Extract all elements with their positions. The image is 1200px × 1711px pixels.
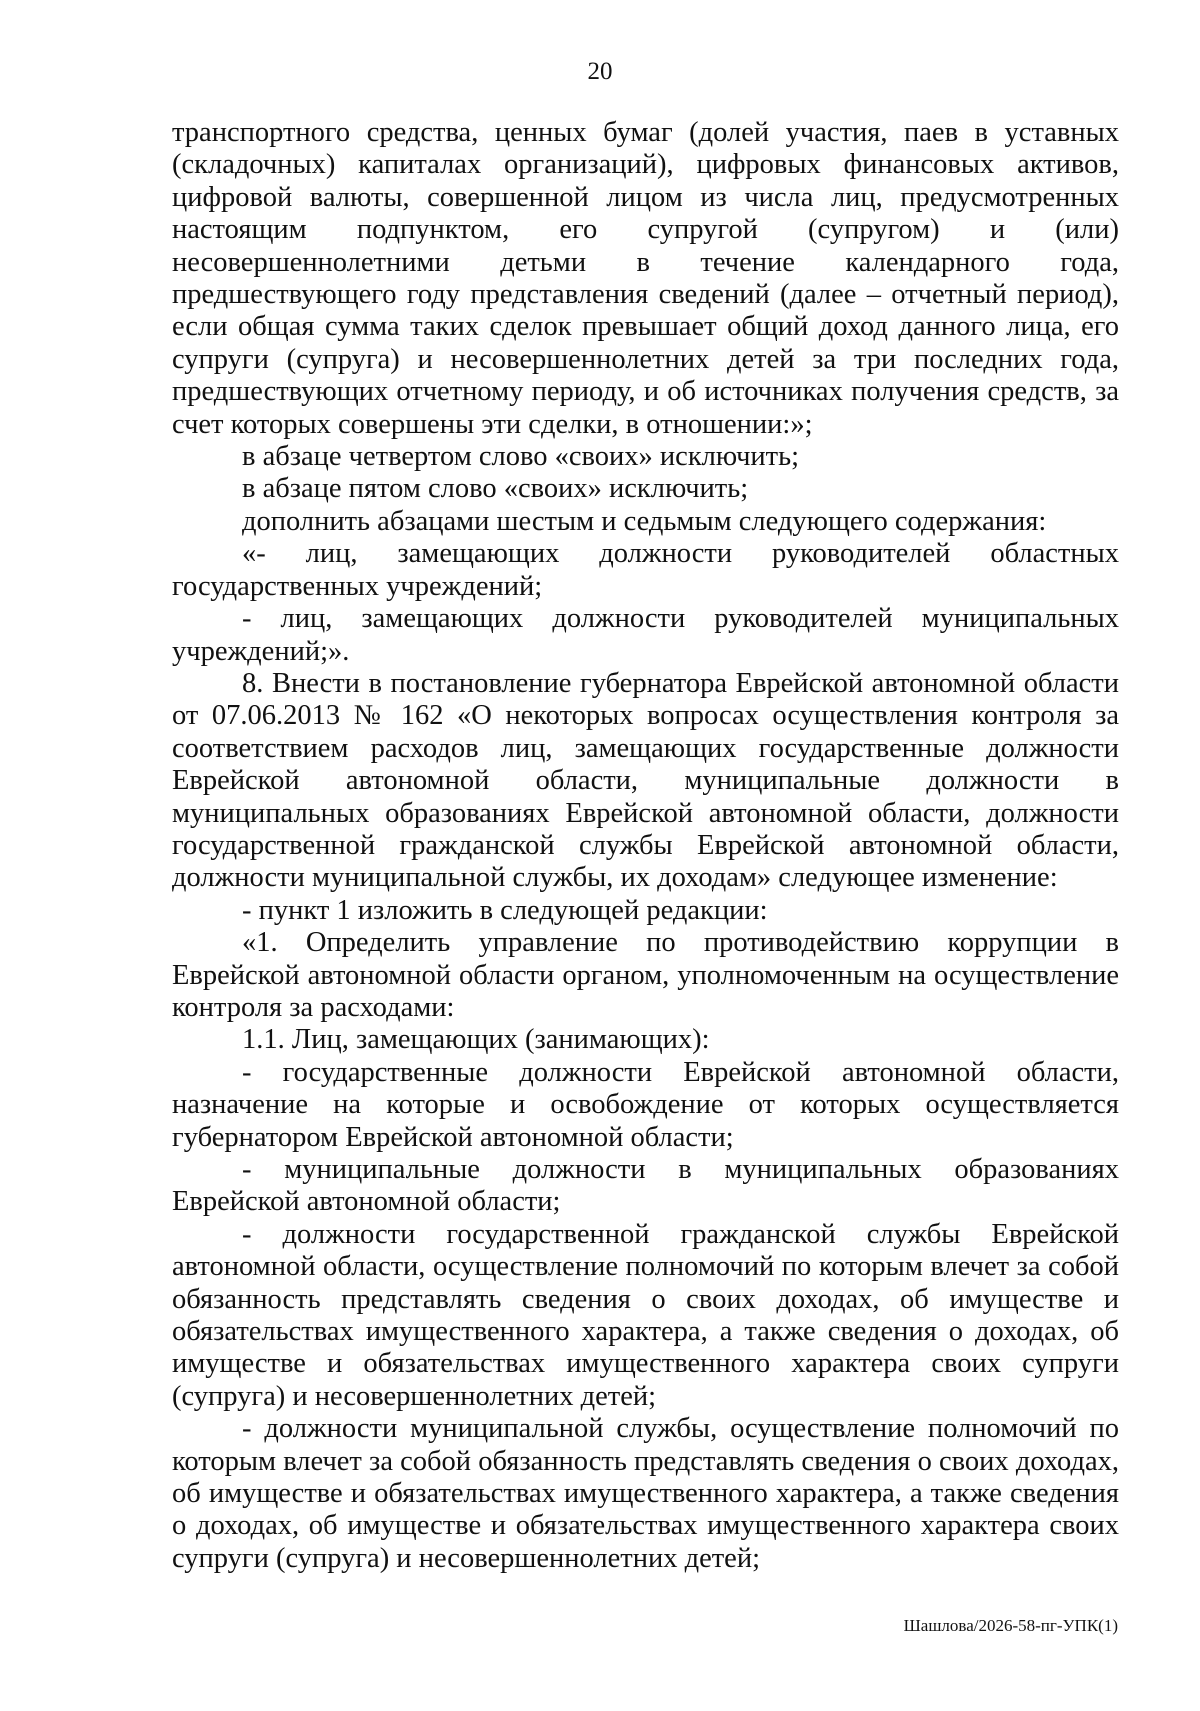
- paragraph-point-1-wording: - пункт 1 изложить в следующей редакции:: [242, 894, 768, 926]
- paragraph-1-1: 1.1. Лиц, замещающих (занимающих):: [242, 1024, 710, 1056]
- paragraph-municipal-positions: - муниципальные должности в муниципальных образованиях Еврейской автономной области;: [172, 1154, 1119, 1218]
- paragraph-municipal-institutions: - лиц, замещающих должности руководителей муниципальных учреждений;».: [172, 603, 1119, 667]
- paragraph-amendment-5: в абзаце пятом слово «своих» исключить;: [242, 473, 749, 505]
- paragraph-define-authority: «1. Определить управление по противодействию коррупции в Еврейской автономной области органом, уполномоченным на осуществление контроля за расходами:: [172, 927, 1119, 1023]
- paragraph-amendment-4: в абзаце четвертом слово «своих» исключить;: [242, 441, 800, 473]
- paragraph-municipal-service: - должности муниципальной службы, осуществление полномочий по которым влечет за собой обязанность представлять сведения о своих доходах, об имуществе и обязательствах имущественного характера, а также сведения о доходах, об имуществе и обязательствах имущественного характера своих супруги (супруга) и несовершеннолетних детей;: [172, 1413, 1119, 1574]
- paragraph-item-8: 8. Внести в постановление губернатора Еврейской автономной области от 07.06.2013 № 162 «О некоторых вопросах осуществления контроля за соответствием расходов лиц, замещающих государственные должности Еврейской автономной области, муниципальные должности в муниципальных образованиях Еврейской автономной области, должности государственной гражданской службы Еврейской автономной области, должности муниципальной службы, их доходам» следующее изменение:: [172, 667, 1119, 894]
- paragraph-civil-service: - должности государственной гражданской службы Еврейской автономной области, осуществление полномочий по которым влечет за собой обязанность представлять сведения о своих доходах, об имуществе и обязательствах имущественного характера, а также сведения о доходах, об имуществе и обязательствах имущественного характера своих супруги (супруга) и несовершеннолетних детей;: [172, 1218, 1119, 1412]
- document-code: Шашлова/2026-58-пг-УПК(1): [903, 1616, 1118, 1635]
- paragraph-add-abzacy: дополнить абзацами шестым и седьмым следующего содержания:: [242, 505, 1047, 537]
- paragraph-regional-institutions: «- лиц, замещающих должности руководителей областных государственных учреждений;: [172, 538, 1119, 602]
- page-number: 20: [587, 58, 613, 85]
- paragraph-continuation: транспортного средства, ценных бумаг (долей участия, паев в уставных (складочных) капиталах организаций), цифровых финансовых активов, цифровой валюты, совершенной лицом из числа лиц, предусмотренных настоящим подпунктом, его супругой (супругом) и (или) несовершеннолетними детьми в течение календарного года, предшествующего году представления сведений (далее – отчетный период), если общая сумма таких сделок превышает общий доход данного лица, его супруги (супруга) и несовершеннолетних детей за три последних года, предшествующих отчетному периоду, и об источниках получения средств, за счет которых совершены эти сделки, в отношении:»;: [172, 117, 1119, 440]
- paragraph-state-positions: - государственные должности Еврейской автономной области, назначение на которые и освобождение от которых осуществляется губернатором Еврейской автономной области;: [172, 1056, 1119, 1153]
- document-body: [172, 117, 1119, 1575]
